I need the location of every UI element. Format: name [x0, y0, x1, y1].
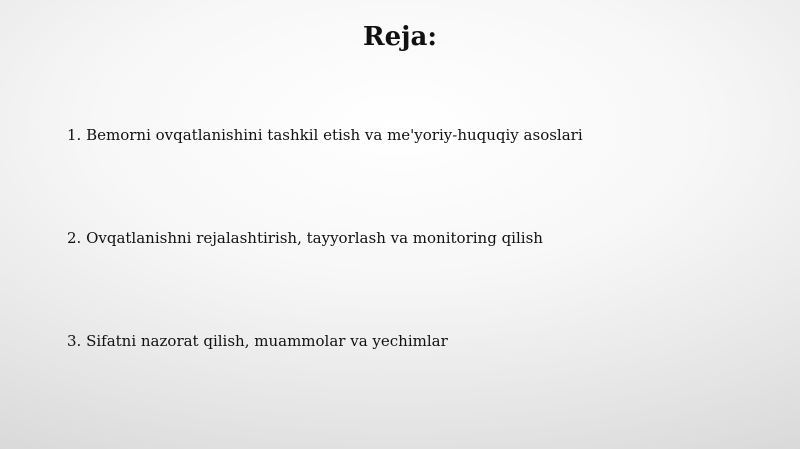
- plan-item-3: 3. Sifatni nazorat qilish, muammolar va yechimlar: [67, 332, 448, 350]
- plan-item-1: 1. Bemorni ovqatlanishini tashkil etish va me'yoriy-huquqiy asoslari: [67, 126, 583, 144]
- slide-title: Reja:: [362, 22, 437, 52]
- plan-item-2: 2. Ovqatlanishni rejalashtirish, tayyorlash va monitoring qilish: [67, 229, 543, 247]
